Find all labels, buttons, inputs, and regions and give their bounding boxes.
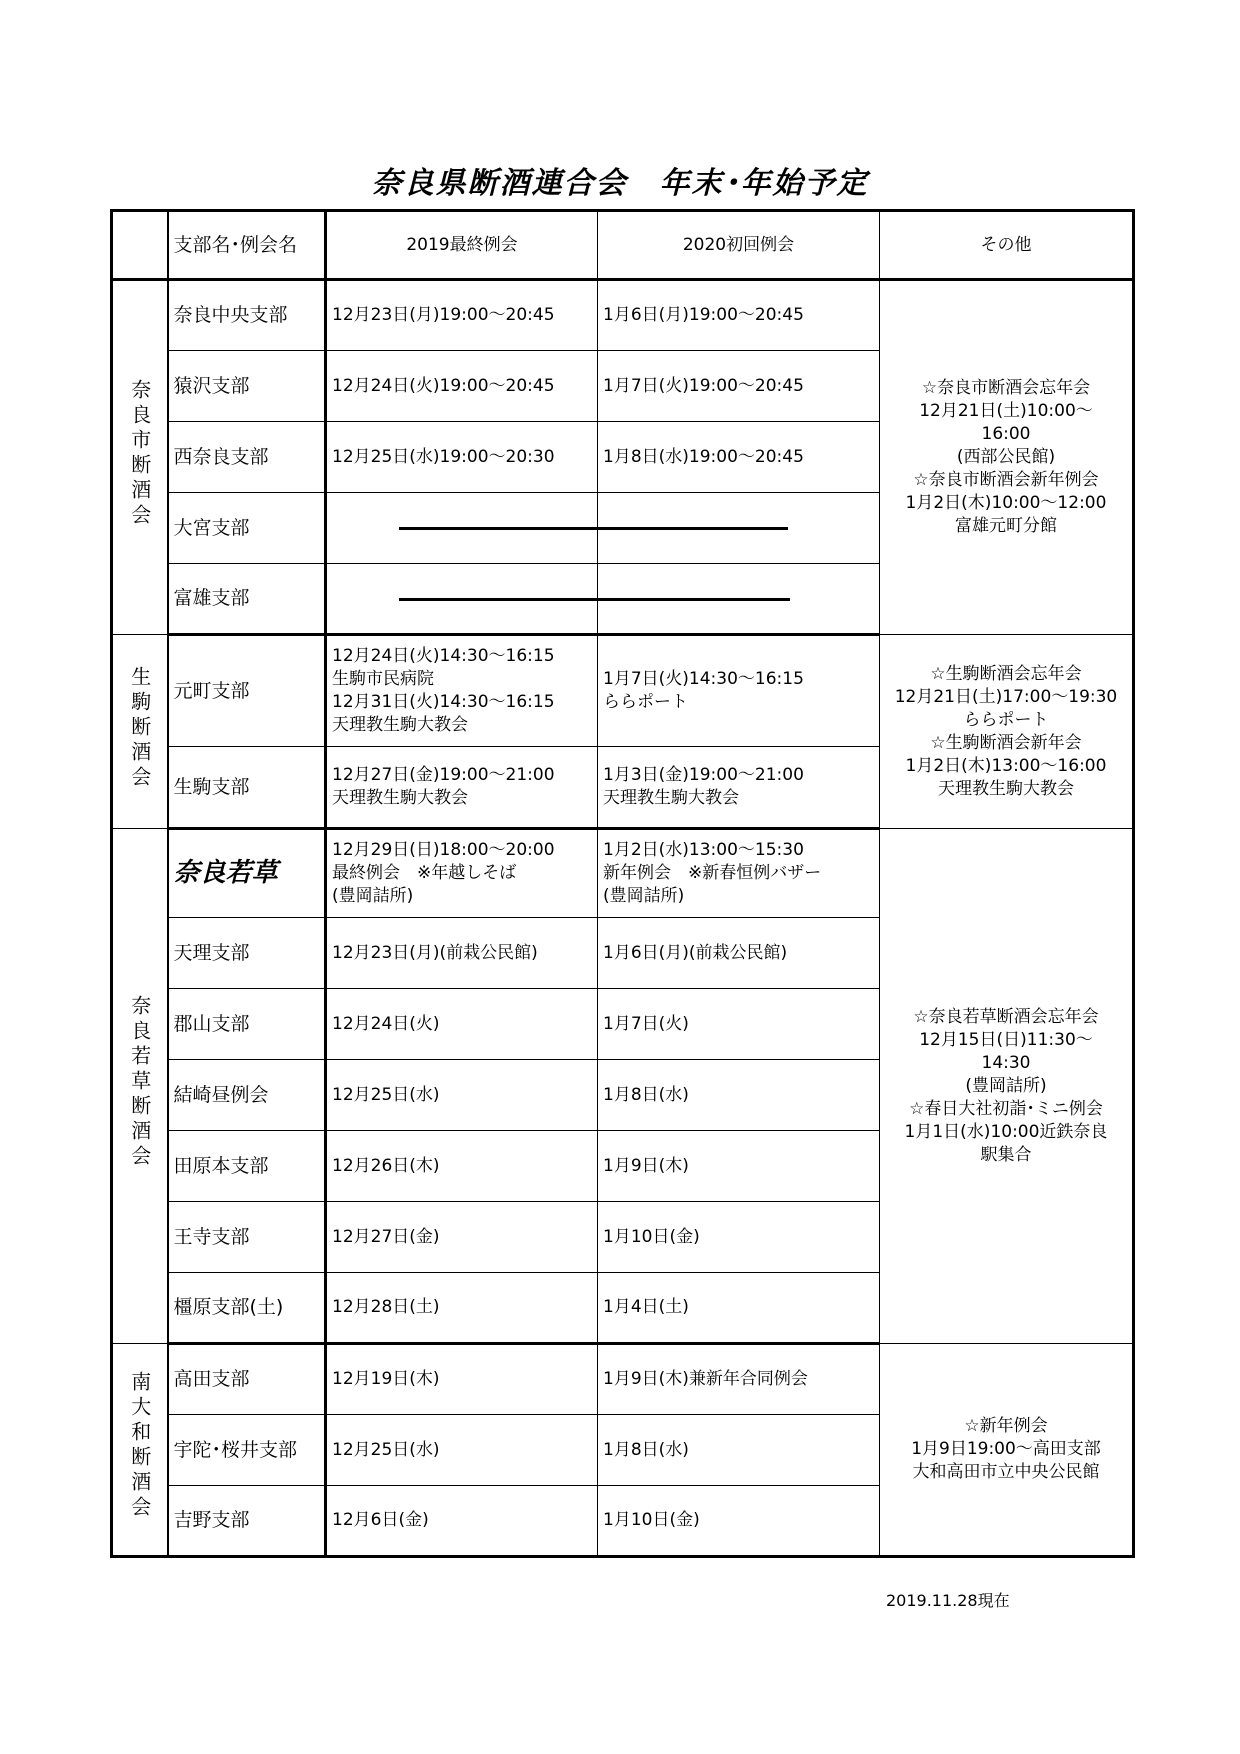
other-events (880, 829, 1134, 1344)
branch-name: 高田支部 (168, 1344, 326, 1415)
last-meeting-2019 (326, 1415, 598, 1486)
last-meeting-line: 12月29日(日)18:00～20:00 (332, 840, 555, 860)
first-meeting-2020 (598, 1415, 880, 1486)
first-meeting-2020 (598, 1486, 880, 1557)
last-meeting-2019 (326, 1344, 598, 1415)
last-meeting-2019 (326, 989, 598, 1060)
other-event-line: (西部公民館) (956, 447, 1056, 467)
first-meeting-line: 1月6日(月)(前栽公民館) (603, 942, 788, 963)
branch-name: 奈良若草 (168, 829, 326, 918)
last-meeting-line: 12月23日(月)(前栽公民館) (332, 942, 538, 963)
last-meeting-2019 (326, 918, 598, 989)
other-event-line: 12月21日(土)17:00～19:30 (894, 686, 1118, 707)
first-meeting-2020 (598, 829, 880, 918)
document-title: 奈良県断酒連合会 年末･年始予定 (371, 166, 869, 201)
last-meeting-2019 (326, 1131, 598, 1202)
other-events (880, 280, 1134, 635)
branch-name: 奈良中央支部 (168, 280, 326, 351)
first-meeting-line: 1月7日(火)19:00～20:45 (603, 375, 804, 396)
last-meeting-line: 12月31日(火)14:30～16:15 (332, 692, 555, 712)
other-event-line: 1月2日(木)10:00～12:00 (905, 493, 1107, 513)
other-event-line: 大和高田市立中央公民館 (912, 1462, 1100, 1482)
other-event-line: ☆生駒断酒会新年会 (930, 732, 1082, 753)
table-row (112, 829, 1134, 918)
branch-name: 郡山支部 (168, 989, 326, 1060)
other-event-line: 天理教生駒大教会 (938, 778, 1074, 799)
branch-name: 猿沢支部 (168, 351, 326, 422)
last-meeting-2019 (326, 635, 598, 747)
first-meeting-2020 (598, 493, 880, 564)
first-meeting-line: 1月7日(火)14:30～16:15 (603, 669, 804, 689)
last-meeting-line: 12月24日(火)19:00～20:45 (332, 375, 555, 396)
first-meeting-line: 1月10日(金) (603, 1226, 700, 1247)
other-event-line: 16:00 (981, 424, 1031, 444)
last-meeting-line: 12月27日(金)19:00～21:00 (332, 765, 555, 785)
group-name: 奈良市断酒会 (127, 379, 152, 529)
first-meeting-line: 1月8日(水) (603, 1439, 689, 1460)
table-row (112, 280, 1134, 351)
last-meeting-line: 天理教生駒大教会 (332, 788, 468, 808)
table-row (112, 1344, 1134, 1415)
branch-name: 王寺支部 (168, 1202, 326, 1273)
group-name: 奈良若草断酒会 (127, 995, 152, 1170)
last-meeting-line: 生駒市民病院 (332, 669, 434, 689)
branch-name: 生駒支部 (168, 747, 326, 829)
last-meeting-2019 (326, 280, 598, 351)
other-event-line: (豊岡詰所) (965, 1075, 1047, 1096)
last-meeting-2019 (326, 1486, 598, 1557)
last-meeting-2019 (326, 1202, 598, 1273)
last-meeting-2019 (326, 829, 598, 918)
first-meeting-line: ららポート (603, 692, 688, 712)
branch-name: 大宮支部 (168, 493, 326, 564)
other-event-line: 1月2日(木)13:00～16:00 (905, 755, 1107, 776)
last-meeting-line: 12月25日(水) (332, 1439, 440, 1460)
first-meeting-line: 1月10日(金) (603, 1510, 700, 1530)
first-meeting-2020 (598, 1273, 880, 1344)
last-meeting-line: 12月19日(木) (332, 1369, 440, 1389)
last-meeting-line: 天理教生駒大教会 (332, 715, 468, 735)
header-other: その他 (880, 211, 1134, 280)
other-event-line: ☆奈良市断酒会忘年会 (921, 378, 1091, 398)
first-meeting-line: 1月8日(水)19:00～20:45 (603, 446, 804, 467)
branch-name: 結崎昼例会 (168, 1060, 326, 1131)
other-event-line: ☆春日大社初詣･ミニ例会 (909, 1098, 1103, 1119)
other-event-line: 1月1日(水)10:00近鉄奈良 (904, 1121, 1108, 1142)
header-group (112, 211, 168, 280)
branch-name: 橿原支部(土) (168, 1273, 326, 1344)
last-meeting-line: (豊岡詰所) (332, 886, 414, 906)
last-meeting-line: 12月24日(火) (332, 1013, 440, 1034)
branch-name: 西奈良支部 (168, 422, 326, 493)
group-name-cell (112, 635, 168, 829)
other-event-line: 富雄元町分館 (955, 516, 1057, 536)
table-row (112, 635, 1134, 747)
other-event-line: ☆奈良若草断酒会忘年会 (913, 1006, 1099, 1027)
first-meeting-line: (豊岡詰所) (603, 886, 685, 906)
group-name-cell (112, 280, 168, 635)
last-meeting-2019 (326, 747, 598, 829)
last-meeting-line: 12月26日(木) (332, 1155, 440, 1176)
branch-name: 田原本支部 (168, 1131, 326, 1202)
branch-name: 富雄支部 (168, 564, 326, 635)
header-branch-name: 支部名･例会名 (168, 211, 326, 280)
first-meeting-line: 1月4日(土) (603, 1297, 689, 1317)
other-event-line: 12月21日(土)10:00～ (919, 401, 1093, 421)
first-meeting-line: 1月8日(水) (603, 1084, 689, 1105)
other-event-line: 1月9日19:00～高田支部 (911, 1439, 1101, 1459)
branch-name: 天理支部 (168, 918, 326, 989)
first-meeting-2020 (598, 918, 880, 989)
first-meeting-line: 新年例会 ※新春恒例バザー (603, 863, 822, 883)
first-meeting-2020 (598, 564, 880, 635)
header-last-2019: 2019最終例会 (326, 211, 598, 280)
last-meeting-line: 12月28日(土) (332, 1297, 440, 1317)
group-name-cell (112, 1344, 168, 1557)
other-event-line: 12月15日(日)11:30～ (919, 1029, 1093, 1050)
group-name-cell (112, 829, 168, 1344)
first-meeting-2020 (598, 422, 880, 493)
none-dash-line (399, 598, 597, 601)
group-name: 生駒断酒会 (127, 665, 152, 791)
last-meeting-line: 12月25日(水)19:00～20:30 (332, 446, 555, 467)
last-meeting-2019 (326, 422, 598, 493)
last-meeting-2019 (326, 1060, 598, 1131)
other-events (880, 635, 1134, 829)
last-meeting-2019 (326, 493, 598, 564)
other-event-line: ららポート (963, 709, 1049, 730)
last-meeting-2019 (326, 1273, 598, 1344)
last-meeting-line: 12月25日(水) (332, 1084, 440, 1105)
first-meeting-line: 1月7日(火) (603, 1013, 689, 1034)
none-dash-line (598, 527, 788, 530)
last-meeting-2019 (326, 351, 598, 422)
none-dash-line (598, 598, 790, 601)
last-meeting-line: 12月24日(火)14:30～16:15 (332, 646, 555, 666)
branch-name: 吉野支部 (168, 1486, 326, 1557)
first-meeting-2020 (598, 747, 880, 829)
first-meeting-line: 1月2日(水)13:00～15:30 (603, 840, 804, 860)
first-meeting-line: 1月6日(月)19:00～20:45 (603, 305, 804, 325)
first-meeting-2020 (598, 351, 880, 422)
first-meeting-2020 (598, 1060, 880, 1131)
branch-name: 宇陀･桜井支部 (168, 1415, 326, 1486)
first-meeting-line: 天理教生駒大教会 (603, 788, 739, 808)
last-meeting-line: 12月27日(金) (332, 1226, 440, 1247)
first-meeting-2020 (598, 635, 880, 747)
last-meeting-2019 (326, 564, 598, 635)
first-meeting-line: 1月9日(木)兼新年合同例会 (603, 1369, 808, 1389)
other-event-line: 14:30 (981, 1052, 1031, 1073)
first-meeting-2020 (598, 989, 880, 1060)
group-name: 南大和断酒会 (127, 1371, 152, 1521)
other-events (880, 1344, 1134, 1557)
first-meeting-2020 (598, 1131, 880, 1202)
header-first-2020: 2020初回例会 (598, 211, 880, 280)
first-meeting-2020 (598, 280, 880, 351)
none-dash-line (399, 527, 597, 530)
first-meeting-line: 1月3日(金)19:00～21:00 (603, 765, 804, 785)
last-meeting-line: 最終例会 ※年越しそば (332, 863, 517, 883)
last-meeting-line: 12月23日(月)19:00～20:45 (332, 305, 555, 325)
table-header-row (112, 211, 1134, 280)
other-event-line: ☆奈良市断酒会新年例会 (913, 470, 1099, 490)
first-meeting-2020 (598, 1202, 880, 1273)
other-event-line: ☆生駒断酒会忘年会 (930, 663, 1082, 684)
schedule-table (110, 209, 1135, 1558)
last-meeting-line: 12月6日(金) (332, 1510, 429, 1530)
first-meeting-2020 (598, 1344, 880, 1415)
first-meeting-line: 1月9日(木) (603, 1155, 689, 1176)
branch-name: 元町支部 (168, 635, 326, 747)
as-of-date: 2019.11.28現在 (886, 1591, 1010, 1610)
other-event-line: ☆新年例会 (964, 1416, 1048, 1436)
other-event-line: 駅集合 (980, 1144, 1032, 1165)
